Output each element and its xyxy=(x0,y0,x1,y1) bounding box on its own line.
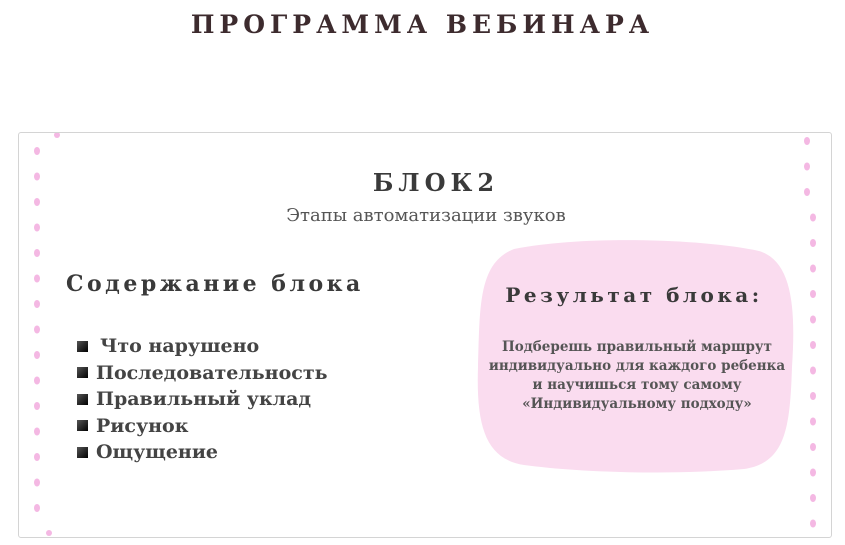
border-dot xyxy=(34,300,40,308)
border-dot xyxy=(810,341,816,349)
border-dot xyxy=(54,133,60,138)
list-item xyxy=(77,413,328,440)
list-item xyxy=(77,439,328,466)
block-subtitle: Этапы автоматизации звуков xyxy=(286,205,566,226)
border-dot xyxy=(810,290,816,298)
block-card xyxy=(18,132,832,538)
list-item-label: Последовательность xyxy=(96,361,328,384)
border-dot xyxy=(810,494,816,502)
border-dot xyxy=(34,326,40,334)
square-bullet-icon xyxy=(77,367,88,378)
square-bullet-icon xyxy=(77,420,88,431)
result-text: Подберешь правильный маршрут индивидуально для каждого ребенка и научишься тому самому «Индивидуальному подходу» xyxy=(488,339,786,412)
border-dot xyxy=(34,377,40,385)
list-item xyxy=(77,360,328,387)
square-bullet-icon xyxy=(77,394,88,405)
border-dot xyxy=(34,428,40,436)
border-dot xyxy=(810,392,816,400)
border-dot xyxy=(34,402,40,410)
border-dot xyxy=(34,504,40,512)
border-dot xyxy=(810,418,816,426)
content-heading: Содержание блока xyxy=(66,271,364,297)
result-heading: Результат блока: xyxy=(505,283,763,307)
border-dot xyxy=(810,265,816,273)
square-bullet-icon xyxy=(77,341,88,352)
border-dot xyxy=(810,316,816,324)
border-dot xyxy=(810,239,816,247)
list-item-label: Правильный уклад xyxy=(96,388,312,411)
border-dot xyxy=(34,479,40,487)
border-dot xyxy=(810,469,816,477)
list-item-label: Что нарушено xyxy=(100,335,260,358)
square-bullet-icon xyxy=(77,447,88,458)
block-title: БЛОК2 xyxy=(372,168,500,197)
border-dot xyxy=(810,443,816,451)
border-dot xyxy=(810,367,816,375)
border-dot xyxy=(34,275,40,283)
list-item-label: Ощущение xyxy=(96,441,219,464)
border-dot xyxy=(34,351,40,359)
page-title: ПРОГРАММА ВЕБИНАРА xyxy=(190,10,655,39)
list-item xyxy=(77,333,328,360)
border-dot xyxy=(34,249,40,257)
list-item xyxy=(77,386,328,413)
border-dot xyxy=(34,453,40,461)
border-dot xyxy=(810,520,816,528)
list-item-label: Рисунок xyxy=(96,414,189,437)
content-list xyxy=(77,333,328,466)
border-dot xyxy=(34,147,40,155)
border-dot xyxy=(46,530,52,536)
border-dot xyxy=(804,137,810,145)
